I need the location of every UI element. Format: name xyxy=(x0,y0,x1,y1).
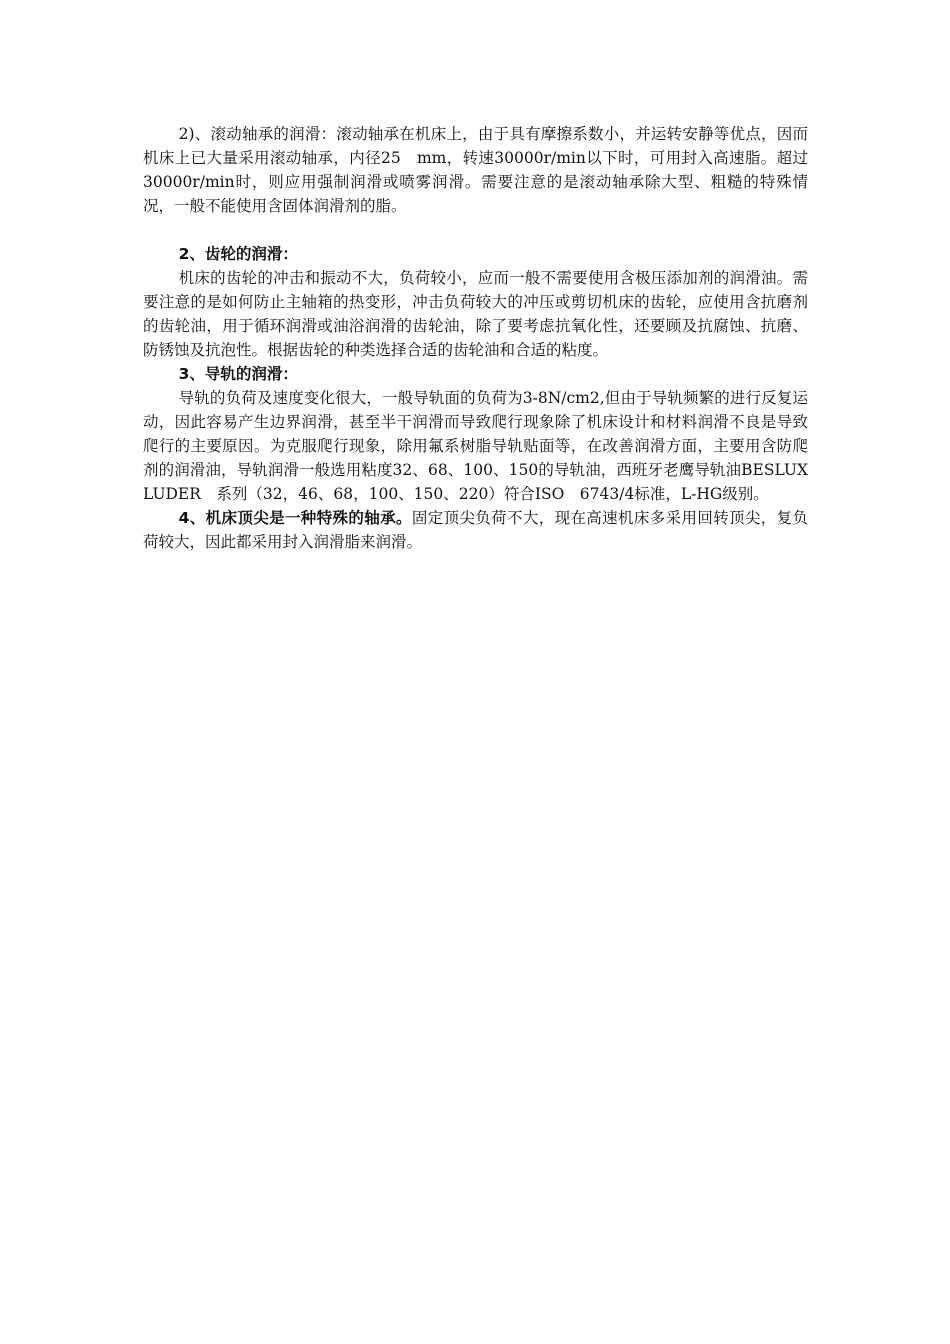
gear-lubrication-heading: 2、齿轮的润滑： xyxy=(178,245,298,263)
gear-lubrication-paragraph: 机床的齿轮的冲击和振动不大，负荷较小，应而一般不需要使用含极压添加剂的润滑油。需要注意的是如何防止主轴箱的热变形，冲击负荷较大的冲压或剪切机床的齿轮，应使用含抗磨剂的齿轮油，用于循环润滑或油浴润滑的齿轮油，除了要考虑抗氧化性，还要顾及抗腐蚀、抗磨、防锈蚀及抗泡性。根据齿轮的种类选择合适的齿轮油和合适的粘度。 xyxy=(143,269,808,359)
machine-center-text: 固定顶尖负荷不大，现在高速机床多采用回转顶尖，复负荷较大，因此都采用封入润滑脂来润滑。 xyxy=(143,509,808,551)
paragraph-spacer xyxy=(143,218,808,242)
guide-rail-heading: 3、导轨的润滑： xyxy=(178,365,298,383)
document-body xyxy=(143,122,824,554)
machine-center-paragraph xyxy=(143,506,808,554)
rolling-bearing-paragraph: 2)、滚动轴承的润滑：滚动轴承在机床上，由于具有摩擦系数小，并运转安静等优点，因而机床上已大量采用滚动轴承，内径25 mm，转速30000r/min以下时，可用封入高速脂。超过30000r/min时，则应用强制润滑或喷雾润滑。需要注意的是滚动轴承除大型、粗糙的特殊情况，一般不能使用含固体润滑剂的脂。 xyxy=(143,125,808,215)
guide-rail-paragraph: 导轨的负荷及速度变化很大，一般导轨面的负荷为3-8N/cm2,但由于导轨频繁的进行反复运动，因此容易产生边界润滑，甚至半干润滑而导致爬行现象除了机床设计和材料润滑不良是导致爬行的主要原因。为克服爬行现象，除用氟系树脂导轨贴面等，在改善润滑方面，主要用含防爬剂的润滑油，导轨润滑一般选用粘度32、68、100、150的导轨油，西班牙老鹰导轨油BESLUX LUDER 系列（32，46、68，100、150、220）符合ISO 6743/4标准，L-HG级别。 xyxy=(143,389,824,503)
machine-center-bold-lead: 4、机床顶尖是一种特殊的轴承。 xyxy=(178,509,412,527)
